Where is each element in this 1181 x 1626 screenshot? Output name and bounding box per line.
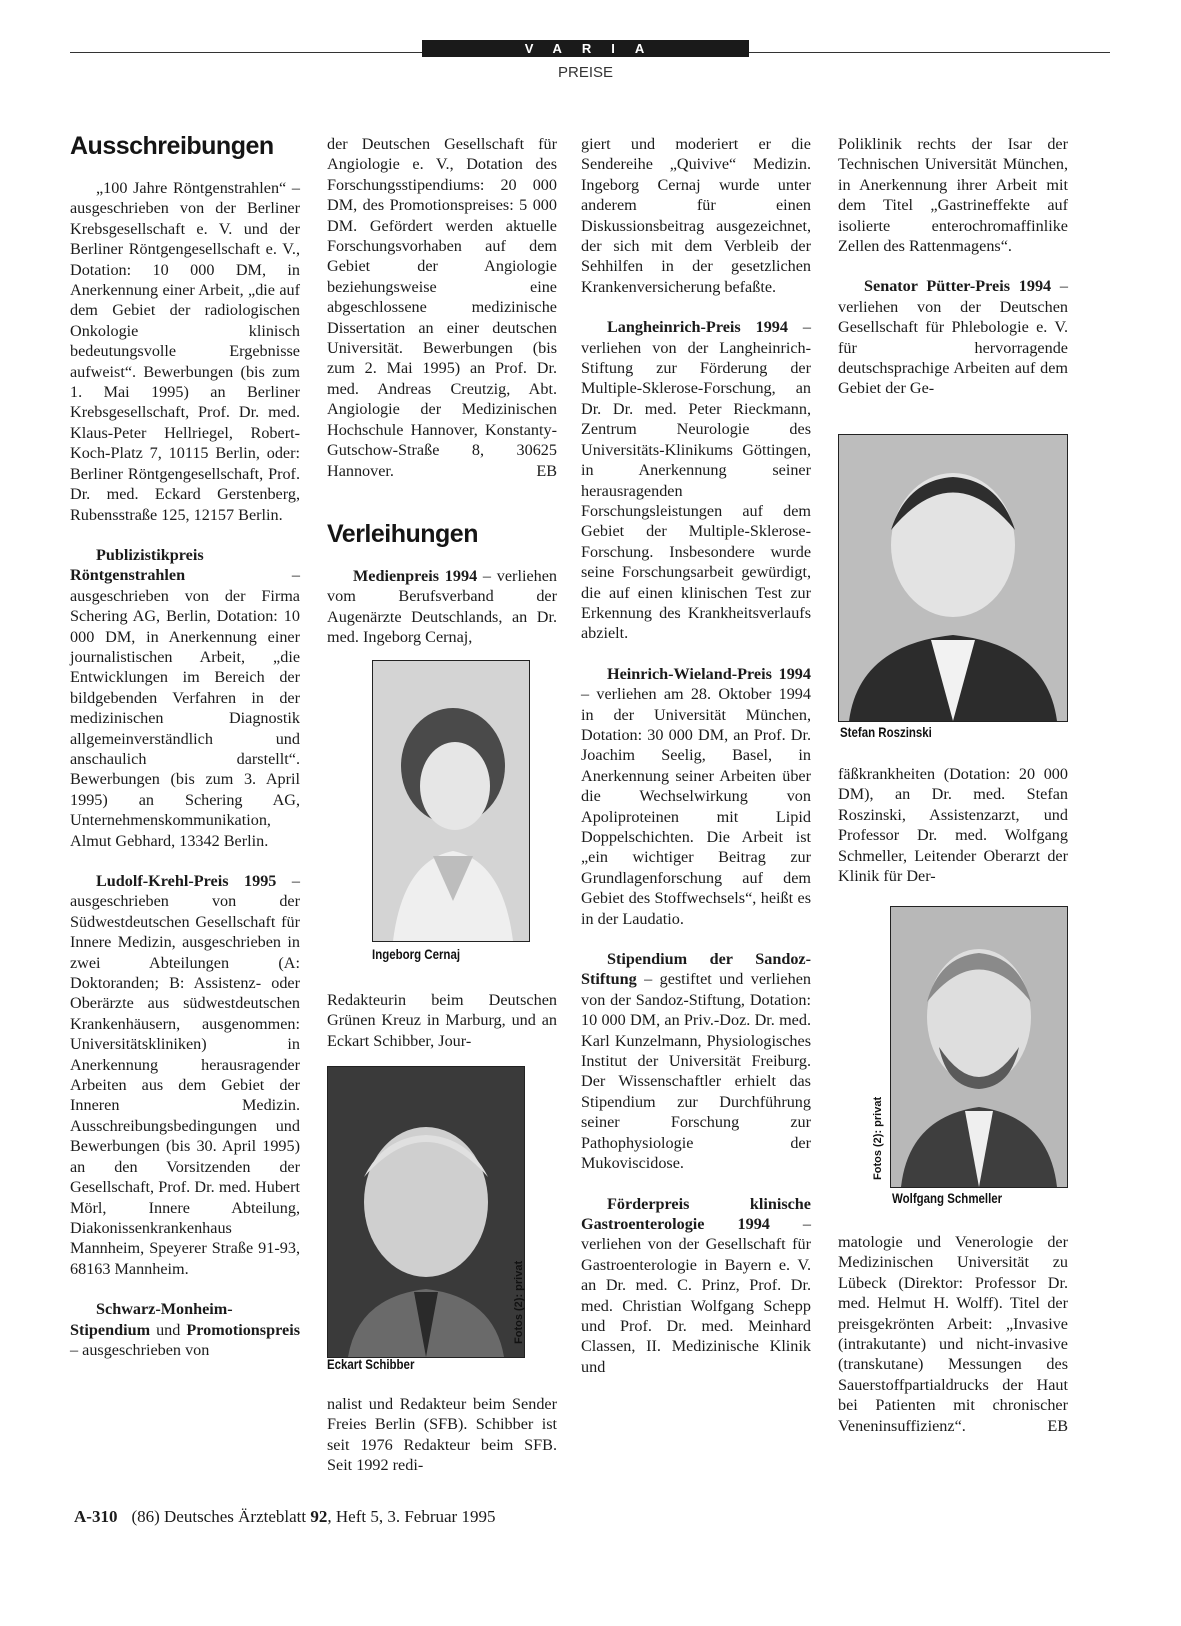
caption-wolfgang-schmeller: Wolfgang Schmeller (892, 1190, 1003, 1206)
article-gastroenterologie: Förderpreis klinische Gastroenterologie 1994 – verliehen von der Gesellschaft für Gastroenterologie in Bayern e. V. an Dr. med. C. Prinz, Prof. Dr. med. Christian Wolfgang Schepp und Prof. Dr. med. Meinhard Classen, II. Medizinische Klinik und (581, 1194, 812, 1376)
article-sandoz: Stipendium der Sandoz-Stiftung – gestiftet und verliehen von der Sandoz-Stiftung, Dotation: 10 000 DM, an Priv.-Doz. Dr. med. Karl Kunzelmann, Physiologisches Institut der Universität Freiburg. Der Wissenschaftler erhielt das Stipendium zur Durchführung seiner Forschung zur Pathophysiologie der Mukoviscidose. (581, 950, 811, 1173)
heading-verleihungen: Verleihungen (327, 520, 478, 548)
article-medienpreis-cont: Redakteurin beim Deutschen Grünen Kreuz in Marburg, und an Eckart Schibber, Jour- (327, 991, 557, 1050)
page-footer (74, 1507, 495, 1527)
article-langheinrich: Langheinrich-Preis 1994 – verliehen von der Langheinrich-Stiftung zur Förderung der Multiple-Sklerose-Forschung, an Dr. Dr. med. Peter Rieckmann, Zentrum Neurologie des Universitäts-Klinikums Göttingen, in Anerkennung seiner herausragenden Forschungsleistungen auf dem Gebiet der Multiple-Sklerose-Forschung. Insbesondere wurde seine Forschungsarbeit gewürdigt, die auf einen klinischen Test zur Erkennung des Krankheitsverlaufs abzielt. (581, 318, 812, 643)
section-label: VARIA (422, 40, 749, 57)
caption-ingeborg-cernaj: Ingeborg Cernaj (372, 946, 461, 962)
caption-stefan-roszinski: Stefan Roszinski (840, 724, 932, 740)
article-publizistikpreis: Publizistikpreis Röntgenstrahlen – ausgeschrieben von der Firma Schering AG, Berlin, Dotation: 10 000 DM, in Anerkennung einer journalistischen Arbeit, „die Entwicklungen im Bereich der bildgebenden Verfahren in der medizinischen Diagnostik allgemeinverständlich und anschaulich darstellt“. Bewerbungen (bis zum 3. April 1995) an Schering AG, Unternehmenskommunikation, Almut Gebhard, 13342 Berlin. (70, 545, 300, 850)
article-heinrich-wieland: Heinrich-Wieland-Preis 1994 – verliehen am 28. Oktober 1994 in der Universität München, Dotation: 30 000 DM, an Prof. Dr. Joachim Seelig, Basel, in Anerkennung seiner Arbeiten über die Wechselwirkung von Apoliproteinen mit Lipid Doppelschichten. Die Arbeit ist „ein wichtiger Beitrag zur Grundlagenforschung auf dem Gebiet des Stoffwechsels“, heißt es in der Laudatio. (581, 664, 811, 928)
issue-date: , Heft 5, 3. Februar 1995 (327, 1507, 496, 1526)
article-ludolf-krehl: Ludolf-Krehl-Preis 1995 – ausgeschrieben von der Südwestdeutschen Gesellschaft für Innere Medizin, ausgeschrieben in zwei Abteilungen (A: Doktoranden; B: Assistenz- oder Oberärzte aus südwestdeutschen Krankenhäusern, ausgenommen: Universitätskliniken) in Anerkennung herausragender Arbeiten aus dem Gebiet der Inneren Medizin. Ausschreibungsbedingungen und Bewerbungen (bis 30. April 1995) an den Vorsitzenden der Gesellschaft, Prof. Dr. med. Hubert Mörl, Innere Abteilung, Diakonissenkrankenhaus Mannheim, Speyerer Straße 91-93, 68163 Mannheim. (70, 872, 300, 1278)
page-number: A-310 (74, 1507, 118, 1526)
article-angiologie-cont: der Deutschen Gesellschaft für Angiologie e. V., Dotation des Forschungsstipendiums: 20 000 DM, des Promotionspreises: 5 000 DM. Gefördert werden aktuelle Forschungsvorhaben auf dem Gebiet der Angiologie beziehungsweise eine abgeschlossene medizinische Dissertation an einer deutschen Universität. Bewerbungen (bis zum 2. Mai 1995) an Prof. Dr. med. Andreas Creutzig, Abt. Angiologie der Medizinischen Hochschule Hannover, Konstanty-Gutschow-Straße 8, 30625 Hannover. EB (327, 135, 557, 480)
article-roentgenstrahlen: „100 Jahre Röntgenstrahlen“ – ausgeschrieben von der Berliner Krebsgesellschaft e. V. und der Berliner Röntgengesellschaft e. V., Dotation: 10 000 DM, in Anerkennung einer Arbeit, „die auf dem Gebiet der radiologischen Onkologie klinisch bedeutungsvolle Ergebnisse aufweist“. Bewerbungen (bis zum 1. Mai 1995) an Berliner Krebsgesellschaft, Prof. Dr. med. Klaus-Peter Hellriegel, Robert-Koch-Platz 7, 10115 Berlin, oder: Berliner Röntgengesellschaft, Prof. Dr. med. Eckard Gerstenberg, Rubensstraße 125, 12157 Berlin. (70, 179, 300, 524)
article-roszinski-cont: fäßkrankheiten (Dotation: 20 000 DM), an Dr. med. Stefan Roszinski, Assistenzarzt, und Professor Dr. med. Wolfgang Schmeller, Leitender Oberarzt der Klinik für Der- (838, 765, 1068, 886)
photo-stefan-roszinski (838, 434, 1068, 722)
caption-eckart-schibber: Eckart Schibber (327, 1356, 415, 1372)
article-schibber-cont: nalist und Redakteur beim Sender Freies Berlin (SFB). Schibber ist seit 1976 Redakteur beim SFB. Seit 1992 redi- (327, 1395, 557, 1475)
photo-credit-col2: Fotos (2): privat (513, 1260, 525, 1344)
heading-ausschreibungen: Ausschreibungen (70, 132, 274, 160)
article-medienpreis: Medienpreis 1994 – verliehen vom Berufsverband der Augenärzte Deutschlands, an Dr. med. Ingeborg Cernaj, (327, 567, 557, 647)
volume-number: 92 (310, 1507, 328, 1526)
photo-credit-col4: Fotos (2): privat (872, 1096, 884, 1180)
article-cernaj-cont: giert und moderiert er die Sendereihe „Quivive“ Medizin. Ingeborg Cernaj wurde unter anderem für einen Diskussionsbeitrag ausgezeichnet, der sich mit dem Verbleib der Sehhilfen in der gesetzlichen Krankenversicherung befaßte. (581, 135, 811, 296)
article-gastro-cont: Poliklinik rechts der Isar der Technischen Universität München, in Anerkennung ihrer Arbeit mit dem Titel „Gastrineffekte auf isolierte enterochromaffinlike Zellen des Rattenmagens“. (838, 135, 1068, 256)
article-schwarz-monheim: Schwarz-Monheim-Stipendium und Promotionspreis – ausgeschrieben von (70, 1300, 300, 1359)
article-schmeller-cont: matologie und Venerologie der Medizinischen Universität zu Lübeck (Direktor: Professor Dr. med. Helmut H. Wolff). Titel der preisgekrönten Arbeit: „Invasive (intrakutante) und nicht-invasive (transkutane) Messungen des Sauerstoffpartialdrucks der Haut bei Patienten mit chronischer Veneninsuffizienz“. EB (838, 1233, 1068, 1435)
issue-info: (86) Deutsches Ärzteblatt (131, 1507, 311, 1526)
photo-wolfgang-schmeller (890, 906, 1068, 1188)
column-4-top (838, 134, 1068, 399)
subsection-label: PREISE (557, 64, 614, 81)
column-3 (581, 134, 811, 1377)
photo-eckart-schibber (327, 1066, 525, 1358)
column-2-top (327, 134, 557, 481)
column-1 (70, 178, 300, 1360)
article-senator-puetter: Senator Pütter-Preis 1994 – verliehen von der Deutschen Gesellschaft für Phlebologie e. V. für hervorragende deutschsprachige Arbeiten auf dem Gebiet der Ge- (838, 277, 1068, 398)
photo-ingeborg-cernaj (372, 660, 530, 942)
